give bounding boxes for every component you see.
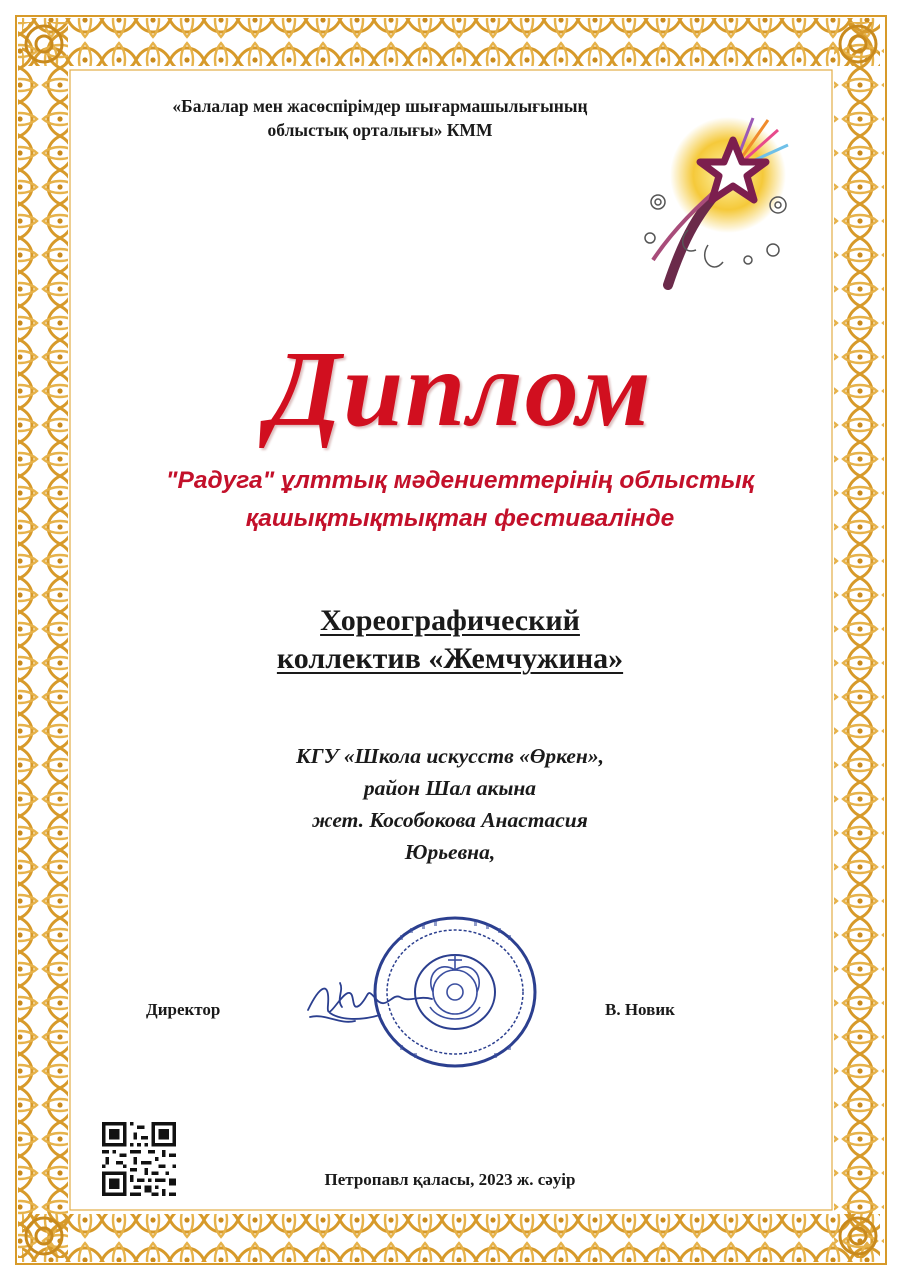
collective-line-2: коллектив «Жемчужина» [276,642,624,675]
festival-line-2: қашықтықтықтан фестивалінде [245,505,675,532]
organization-line-1: «Балалар мен жасөспірімдер шығармашылығының [172,96,588,116]
star-decoration-icon [628,110,798,290]
school-line-4: Юрьевна, [404,840,496,864]
diploma-title: Диплом [267,330,653,449]
director-label: Директор [146,1000,221,1019]
signature [300,965,440,1040]
school-info [150,740,750,868]
organization-line-2: облыстық орталығы» КММ [267,120,493,140]
school-line-3: жет. Кособокова Анастасия [312,808,588,832]
festival-line-1: "Радуга" ұлттық мәдениеттерінің облыстық [165,467,755,494]
school-line-1: КГУ «Школа искусств «Өркен», [296,744,604,768]
recipient-collective [150,602,750,678]
festival-description [80,462,840,538]
director-name: В. Новик [605,1000,675,1019]
collective-line-1: Хореографический [320,604,580,637]
footer-place-date: Петропавл қаласы, 2023 ж. сәуір [324,1170,576,1189]
organization-header [110,94,650,142]
school-line-2: район Шал акына [363,776,537,800]
qr-code-icon [102,1122,176,1196]
